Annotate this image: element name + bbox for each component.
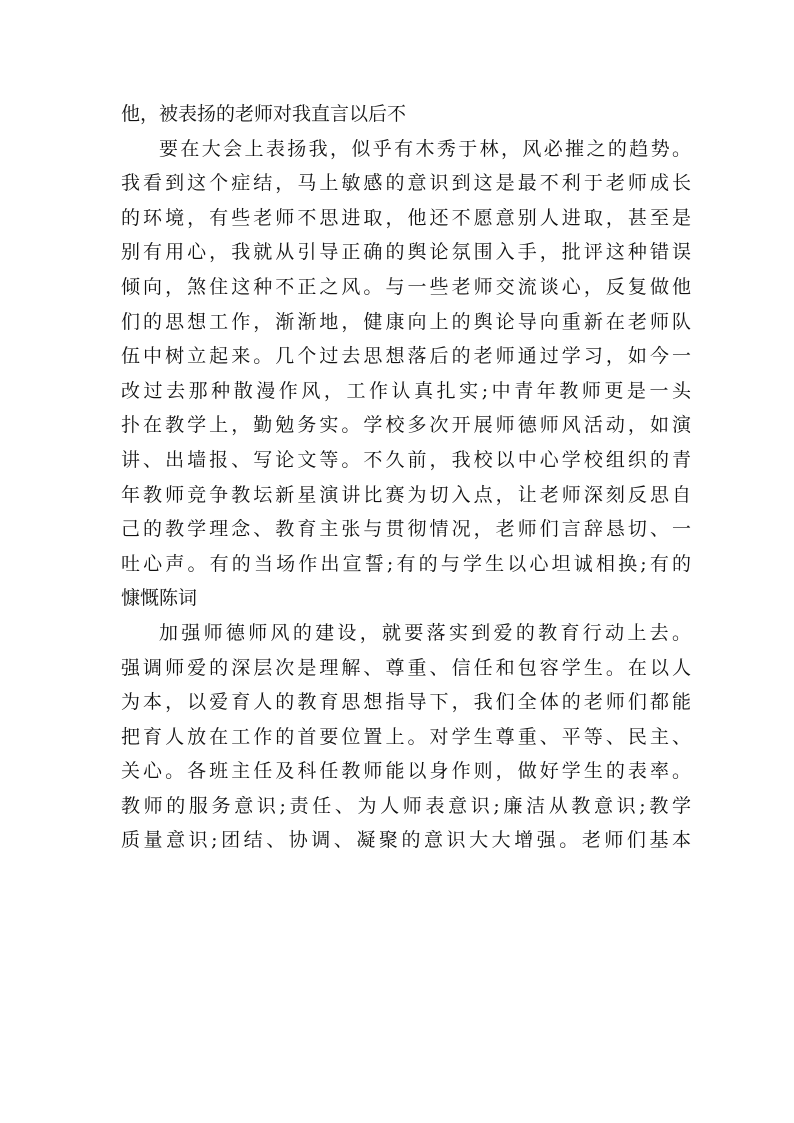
text-line: 的环境，有些老师不思进取，他还不愿意别人进取，甚至是 <box>121 206 691 229</box>
text-line: 们的思想工作，渐渐地，健康向上的舆论导向重新在老师队 <box>121 310 691 333</box>
text-line: 把育人放在工作的首要位置上。对学生尊重、平等、民主、 <box>121 725 691 748</box>
text-line: 讲、出墙报、写论文等。不久前，我校以中心学校组织的青 <box>121 448 691 471</box>
text-line: 他，被表扬的老师对我直言以后不 <box>121 103 407 125</box>
text-line: 伍中树立起来。几个过去思想落后的老师通过学习，如今一 <box>121 345 691 368</box>
text-line: 别有用心，我就从引导正确的舆论氛围入手，批评这种错误 <box>121 241 691 264</box>
text-line: 强调师爱的深层次是理解、尊重、信任和包容学生。在以人 <box>121 656 691 679</box>
text-line: 为本，以爱育人的教育思想指导下，我们全体的老师们都能 <box>121 691 691 714</box>
text-line: 教师的服务意识;责任、为人师表意识;廉洁从教意识;教学 <box>121 794 691 817</box>
text-line: 加强师德师风的建设，就要落实到爱的教育行动上去。 <box>159 621 691 644</box>
text-line: 扑在教学上，勤勉务实。学校多次开展师德师风活动，如演 <box>121 414 691 437</box>
text-line: 年教师竞争教坛新星演讲比赛为切入点，让老师深刻反思自 <box>121 483 691 506</box>
text-line: 慷慨陈词 <box>121 587 198 610</box>
text-line: 己的教学理念、教育主张与贯彻情况，老师们言辞恳切、一 <box>121 518 691 541</box>
text-line: 质量意识;团结、协调、凝聚的意识大大增强。老师们基本 <box>121 829 691 852</box>
text-line: 倾向，煞住这种不正之风。与一些老师交流谈心，反复做他 <box>121 275 691 298</box>
text-line: 要在大会上表扬我，似乎有木秀于林，风必摧之的趋势。 <box>159 137 691 160</box>
text-line: 我看到这个症结，马上敏感的意识到这是最不利于老师成长 <box>121 172 691 195</box>
text-line: 吐心声。有的当场作出宣誓;有的与学生以心坦诚相换;有的 <box>121 552 691 575</box>
document-body <box>121 97 691 858</box>
text-line: 改过去那种散漫作风，工作认真扎实;中青年教师更是一头 <box>121 379 691 402</box>
text-line: 关心。各班主任及科任教师能以身作则，做好学生的表率。 <box>121 760 691 783</box>
